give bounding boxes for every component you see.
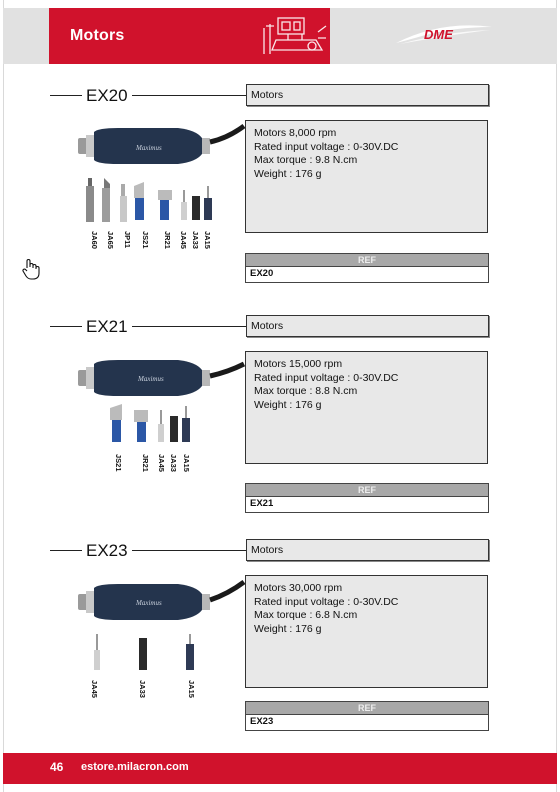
attachment-label: JA15 (187, 680, 196, 698)
section-rule (50, 326, 246, 327)
attachment-label: JS21 (114, 454, 123, 472)
brand-logo-text: DME (424, 27, 453, 42)
brand-logo (394, 24, 494, 46)
spec-line: Max torque : 6.8 N.cm (254, 609, 358, 621)
spec-box (245, 351, 488, 464)
category-box: Motors (246, 84, 489, 106)
attachment-label: JA60 (90, 231, 99, 249)
hand-pointer-icon (22, 258, 40, 280)
category-box: Motors (246, 315, 489, 337)
attachment-label: JA33 (138, 680, 147, 698)
machinery-illustration-icon (258, 14, 328, 58)
attachment-label: JA45 (179, 231, 188, 249)
page-number: 46 (50, 760, 64, 774)
spec-line: Weight : 176 g (254, 622, 322, 635)
motor-handpiece-image (78, 350, 246, 406)
ref-value: EX21 (245, 497, 489, 513)
spec-line: Rated input voltage : 0-30V.DC (254, 140, 399, 153)
motor-brand-text: Maximus (136, 144, 162, 152)
attachment-label: JR21 (163, 231, 172, 249)
spec-line: Rated input voltage : 0-30V.DC (254, 595, 399, 608)
spec-line: Weight : 176 g (254, 167, 322, 180)
attachment-label: JA15 (203, 231, 212, 249)
page-title: Motors (70, 27, 125, 44)
section-title: EX23 (82, 541, 132, 561)
attachment-label: JP11 (123, 231, 132, 249)
ref-header: REF (245, 483, 489, 497)
attachment-label: JS21 (141, 231, 150, 249)
attachment-label: JA33 (169, 454, 178, 472)
ref-header: REF (245, 253, 489, 267)
section-title: EX20 (82, 86, 132, 106)
ref-header: REF (245, 701, 489, 715)
footer-url-link[interactable]: estore.milacron.com (81, 761, 189, 773)
attachment-label: JA65 (106, 231, 115, 249)
spec-line: Max torque : 8.8 N.cm (254, 385, 358, 397)
attachments-image (104, 400, 194, 446)
attachment-label: JA45 (157, 454, 166, 472)
ref-value: EX20 (245, 267, 489, 283)
attachment-label: JA33 (191, 231, 200, 249)
spec-box (245, 120, 488, 233)
motor-brand-text: Maximus (138, 375, 164, 383)
attachment-label: JR21 (141, 454, 150, 472)
section-title: EX21 (82, 317, 132, 337)
spec-line: Motors 15,000 rpm (254, 358, 343, 370)
spec-line: Weight : 176 g (254, 398, 322, 411)
attachment-label: JA45 (90, 680, 99, 698)
ref-value: EX23 (245, 715, 489, 731)
attachments-image (82, 176, 216, 226)
motor-handpiece-image (78, 118, 246, 174)
attachment-label: JA15 (182, 454, 191, 472)
attachments-image (84, 630, 204, 674)
spec-line: Motors 30,000 rpm (254, 582, 343, 594)
spec-line: Max torque : 9.8 N.cm (254, 154, 358, 166)
section-rule (50, 95, 246, 96)
motor-brand-text: Maximus (136, 599, 162, 607)
motor-handpiece-image (78, 574, 246, 630)
spec-line: Rated input voltage : 0-30V.DC (254, 371, 399, 384)
section-rule (50, 550, 246, 551)
category-box: Motors (246, 539, 489, 561)
spec-line: Motors 8,000 rpm (254, 127, 337, 139)
spec-box (245, 575, 488, 688)
